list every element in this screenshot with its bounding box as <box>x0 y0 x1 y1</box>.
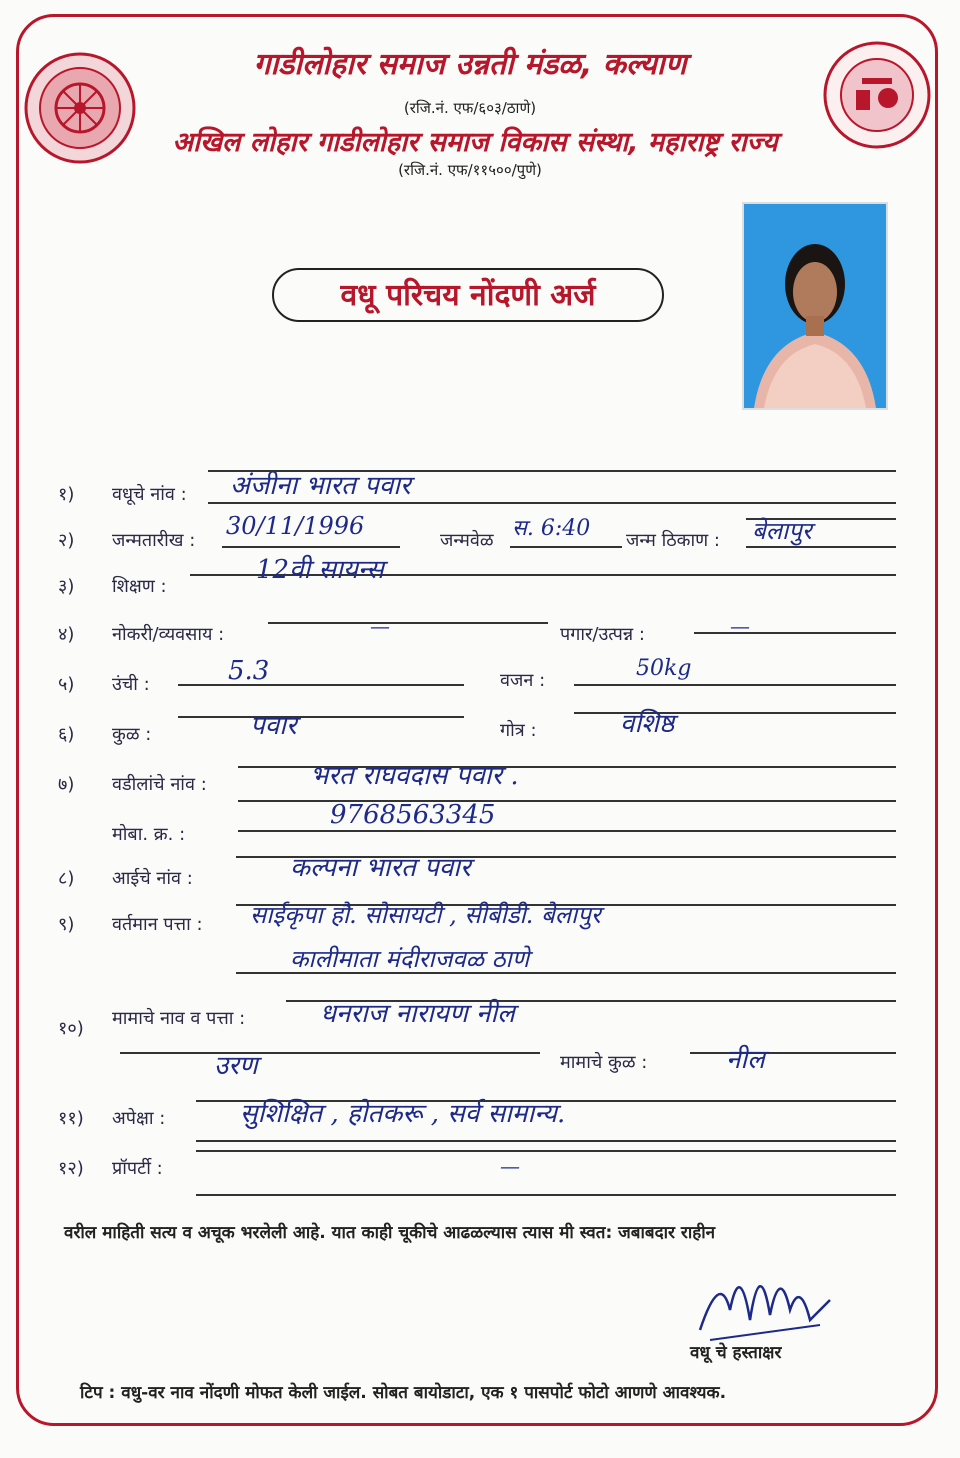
registration-number-1: (रजि.नं. एफ/६०३/ठाणे) <box>403 99 537 117</box>
photo-portrait <box>744 204 886 408</box>
field-8-number: ८) <box>58 868 75 889</box>
height-value: 5.3 <box>228 656 270 686</box>
occupation-label: नोकरी/व्यवसाय : <box>112 624 225 645</box>
income-label: पगार/उत्पन्न : <box>560 624 645 645</box>
bride-name-line <box>208 502 896 504</box>
birth-place-value: बेलापुर <box>752 517 812 545</box>
income-value: — <box>730 614 750 638</box>
address-value-2: कालीमाता मंदीराजवळ ठाणे <box>290 945 530 973</box>
field-11-number: ११) <box>58 1108 84 1129</box>
declaration: वरील माहिती सत्य व अचूक भरलेली आहे. यात काही चूकीचे आढळल्यास त्यास मी स्वत: जबाबदार राहीन <box>64 1223 716 1243</box>
birth-time-label: जन्मवेळ <box>440 530 494 551</box>
height-label: उंची : <box>112 674 150 695</box>
registration-number-2: (रजि.नं. एफ/११५००/पुणे) <box>398 161 542 179</box>
weight-value: 50kg <box>636 656 692 681</box>
kul-label: कुळ : <box>112 724 152 745</box>
field-7-number: ७) <box>58 774 75 795</box>
bride-name-label: वधूचे नांव : <box>112 484 187 505</box>
org-title: गाडीलोहार समाज उन्नती मंडळ, कल्याण <box>253 47 687 82</box>
field-4-number: ४) <box>58 624 75 645</box>
mobile-line <box>238 830 896 832</box>
weight-line <box>574 684 896 686</box>
property-line <box>196 1150 896 1152</box>
weight-label: वजन : <box>500 670 546 691</box>
property-label: प्रॉपर्टी : <box>112 1158 163 1179</box>
form-title: वधू परिचय नोंदणी अर्ज <box>272 268 664 322</box>
field-9-number: ९) <box>58 914 75 935</box>
maternal-kul-value: नील <box>726 1045 765 1075</box>
bride-name-value: अंजीना भारत पवार <box>230 471 411 501</box>
education-value: 12वी सायन्स <box>256 555 384 585</box>
gotra-label: गोत्र : <box>500 720 537 741</box>
field-12-number: १२) <box>58 1158 84 1179</box>
address-label: वर्तमान पत्ता : <box>112 914 203 935</box>
mother-name-label: आईचे नांव : <box>112 868 193 889</box>
father-name-label: वडीलांचे नांव : <box>112 774 207 795</box>
org-title-2: अखिल लोहार गाडीलोहार समाज विकास संस्था, महाराष्ट्र राज्य <box>172 127 778 158</box>
maternal-kul-line <box>690 1052 896 1054</box>
maternal-uncle-value: धनराज नारायण नील <box>320 999 515 1029</box>
birth-place-label: जन्म ठिकाण : <box>626 530 720 551</box>
height-line <box>178 684 464 686</box>
maternal-uncle-value-2: उरण <box>214 1051 258 1081</box>
wheel-emblem-icon <box>22 50 138 166</box>
father-name-value: भरत राघवदास पवार . <box>310 761 519 791</box>
birth-time-value: स. 6:40 <box>512 516 591 541</box>
education-label: शिक्षण : <box>112 576 167 597</box>
field-5-number: ५) <box>58 674 75 695</box>
maternal-uncle-line-2 <box>120 1052 540 1054</box>
signature <box>690 1250 840 1350</box>
kul-line <box>178 716 464 718</box>
property-line-2 <box>196 1194 896 1196</box>
maternal-uncle-label: मामाचे नाव व पत्ता : <box>112 1008 246 1029</box>
occupation-line <box>268 622 548 624</box>
birth-date-line <box>222 546 400 548</box>
field-2-number: २) <box>58 530 75 551</box>
society-seal-icon <box>822 40 932 150</box>
mobile-label: मोबा. क्र. : <box>112 824 186 845</box>
address-value: साईकृपा हौ. सोसायटी , सीबीडी. बेलापुर <box>250 901 601 929</box>
birth-date-label: जन्मतारीख : <box>112 530 196 551</box>
field-3-number: ३) <box>58 576 75 597</box>
birth-time-line <box>510 546 622 548</box>
field-10-number: १०) <box>58 1018 84 1039</box>
kul-value: पवार <box>250 711 297 741</box>
birth-date-value: 30/11/1996 <box>226 512 365 540</box>
gotra-value: वशिष्ठ <box>620 709 675 739</box>
field-1-number: १) <box>58 484 75 505</box>
mother-name-value: कल्पना भारत पवार <box>290 853 471 883</box>
income-line <box>694 632 896 634</box>
footer-tip: टिप : वधु-वर नाव नोंदणी मोफत केली जाईल. सोबत बायोडाटा, एक १ पासपोर्ट फोटो आणणे आवश्यक. <box>80 1383 727 1403</box>
expectations-value: सुशिक्षित , होतकरू , सर्व सामान्य. <box>240 1099 566 1129</box>
mobile-value: 9768563345 <box>330 800 496 830</box>
field-6-number: ६) <box>58 724 75 745</box>
expectations-label: अपेक्षा : <box>112 1108 166 1129</box>
occupation-value: — <box>370 614 390 638</box>
expectations-line-2 <box>196 1140 896 1142</box>
maternal-kul-label: मामाचे कुळ : <box>560 1052 648 1073</box>
passport-photo <box>742 202 888 410</box>
signature-label: वधू चे हस्ताक्षर <box>690 1343 782 1363</box>
property-value: — <box>500 1154 520 1178</box>
